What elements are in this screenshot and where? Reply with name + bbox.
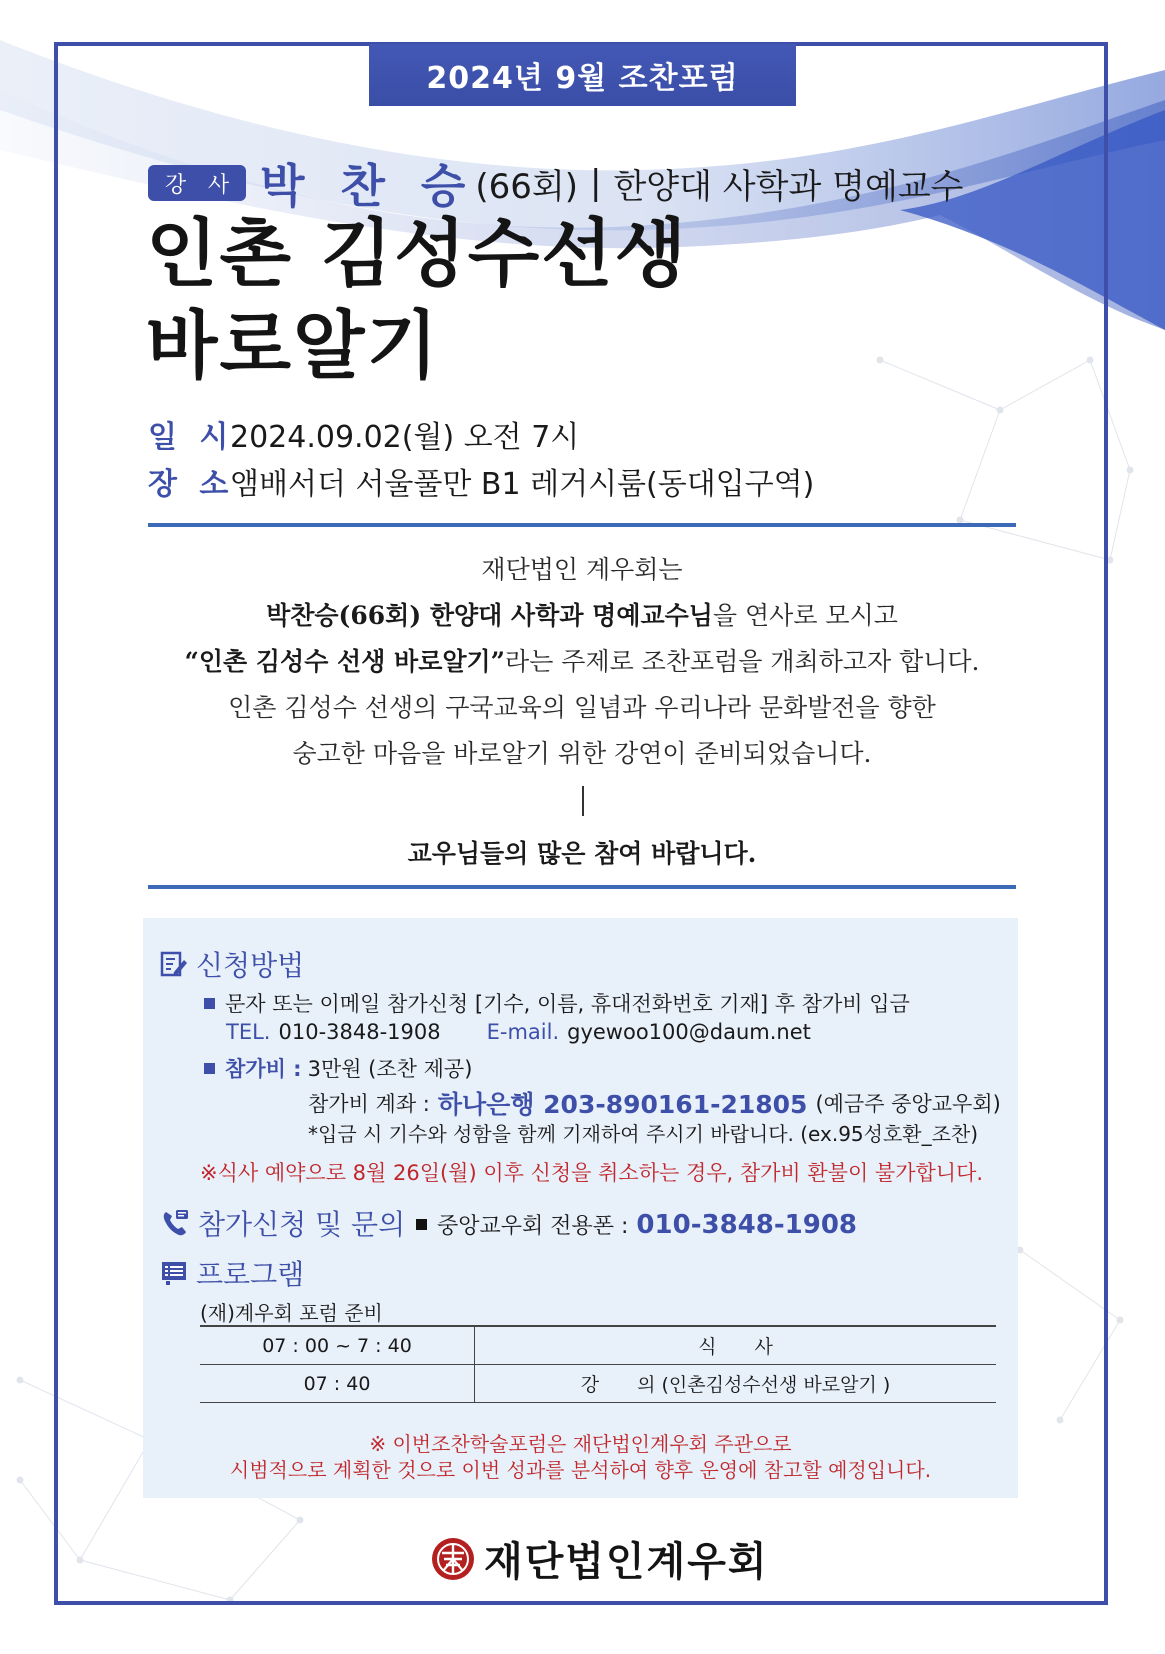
forum-banner-title: 2024년 9월 조찬포럼 bbox=[426, 61, 739, 96]
invitation-line-2-rest: 을 연사로 모시고 bbox=[712, 601, 898, 630]
fee-row bbox=[204, 1053, 472, 1083]
date-value: 2024.09.02(월) 오전 7시 bbox=[230, 420, 580, 455]
program-time: 07 : 00 ~ 7 : 40 bbox=[200, 1326, 475, 1365]
speaker-name: 박 찬 승 bbox=[260, 159, 476, 213]
phone-icon bbox=[160, 1208, 190, 1238]
deposit-note: *입금 시 기수와 성함을 함께 기재하여 주시기 바랍니다. (ex.95성호환_조찬) bbox=[308, 1122, 979, 1146]
refund-note: ※식사 예약으로 8월 26일(월) 이후 신청을 취소하는 경우, 참가비 환불이 불가합니다. bbox=[200, 1161, 984, 1185]
application-method-text: 문자 또는 이메일 참가신청 [기수, 이름, 휴대전화번호 기재] 후 참가비 입금 bbox=[225, 992, 910, 1016]
invitation-line-1: 재단법인 계우회는 bbox=[481, 555, 683, 584]
program-table bbox=[200, 1325, 996, 1403]
program-item: 식 사 bbox=[475, 1326, 997, 1365]
speaker-title: 한양대 사학과 명예교수 bbox=[613, 166, 964, 207]
email-label: E-mail. bbox=[486, 1020, 560, 1044]
tel-label: TEL. bbox=[226, 1020, 271, 1044]
account-value: 하나은행 203-890161-21805 bbox=[437, 1090, 808, 1119]
account-label: 참가비 계좌 : bbox=[308, 1092, 430, 1116]
contact-info-row bbox=[226, 1020, 811, 1044]
invitation-line-2 bbox=[148, 596, 1016, 632]
bullet-icon bbox=[416, 1219, 427, 1230]
program-heading-label: 프로그램 bbox=[196, 1258, 305, 1291]
speaker-line bbox=[148, 150, 964, 216]
contact-heading-label: 참가신청 및 문의 bbox=[198, 1208, 406, 1241]
contact-heading bbox=[160, 1203, 405, 1243]
place-value: 앰배서더 서울풀만 B1 레거시룸(동대입구역) bbox=[230, 467, 815, 502]
invitation-line-4: 인촌 김성수 선생의 구국교육의 일념과 우리나라 문화발전을 향한 bbox=[228, 693, 936, 722]
form-icon bbox=[160, 950, 188, 978]
email-value: gyewoo100@daum.net bbox=[567, 1020, 811, 1044]
invitation-text bbox=[148, 550, 1016, 870]
organization-name: 재단법인계우회 bbox=[484, 1538, 769, 1585]
invitation-divider bbox=[582, 786, 584, 816]
speaker-tag bbox=[148, 165, 246, 201]
bullet-icon bbox=[204, 998, 215, 1009]
invitation-topic: “인촌 김성수 선생 바로알기” bbox=[184, 647, 506, 676]
invitation-line-3-rest: 라는 주제로 조찬포럼을 개최하고자 합니다. bbox=[505, 647, 980, 676]
divider-top bbox=[148, 523, 1016, 527]
speaker-tag-char-2: 사 bbox=[207, 172, 230, 198]
speaker-separator: | bbox=[589, 163, 602, 203]
speaker-class-year: (66회) bbox=[475, 166, 578, 207]
program-time: 07 : 40 bbox=[200, 1365, 475, 1403]
invitation-speaker: 박찬승(66회) 한양대 사학과 명예교수님 bbox=[266, 601, 713, 630]
invitation-closing: 교우님들의 많은 참여 바랍니다. bbox=[407, 839, 757, 868]
org-emblem-icon bbox=[430, 1536, 476, 1582]
bullet-icon bbox=[204, 1063, 215, 1074]
application-heading bbox=[160, 944, 304, 984]
page-title-line-1: 인촌 김성수선생 bbox=[146, 211, 689, 297]
forum-banner bbox=[369, 44, 796, 106]
organization-logo bbox=[430, 1530, 768, 1587]
contact-phone: 010-3848-1908 bbox=[636, 1209, 858, 1240]
contact-row bbox=[416, 1209, 857, 1240]
table-row bbox=[200, 1326, 996, 1365]
application-method bbox=[204, 988, 910, 1018]
divider-bottom bbox=[148, 885, 1016, 889]
program-item: 강 의 (인촌김성수선생 바로알기 ) bbox=[475, 1365, 997, 1403]
fee-label: 참가비 : bbox=[225, 1057, 302, 1081]
table-row bbox=[200, 1365, 996, 1403]
page-title-line-2: 바로알기 bbox=[146, 303, 440, 389]
date-label: 일 시 bbox=[148, 420, 235, 455]
speaker-tag-char-1: 강 bbox=[164, 172, 187, 198]
program-prep: (재)계우회 포럼 준비 bbox=[200, 1301, 383, 1325]
place-row bbox=[148, 459, 814, 503]
application-heading-label: 신청방법 bbox=[196, 949, 305, 982]
program-heading bbox=[160, 1253, 304, 1293]
program-note-line-2: 시범적으로 계획한 것으로 이번 성과를 분석하여 향후 운영에 참고할 예정입니다. bbox=[229, 1458, 932, 1482]
date-row bbox=[148, 412, 579, 456]
invitation-line-3 bbox=[148, 642, 1016, 678]
account-row bbox=[308, 1085, 1001, 1121]
page-title bbox=[146, 208, 688, 392]
fee-value: 3만원 (조찬 제공) bbox=[307, 1057, 473, 1081]
program-note-line-1: ※ 이번조찬학술포럼은 재단법인계우회 주관으로 bbox=[369, 1432, 792, 1456]
invitation-line-5: 숭고한 마음을 바로알기 위한 강연이 준비되었습니다. bbox=[292, 739, 872, 768]
list-icon bbox=[160, 1259, 188, 1287]
account-holder: (예금주 중앙교우회) bbox=[815, 1092, 1001, 1116]
tel-value: 010-3848-1908 bbox=[278, 1020, 441, 1044]
place-label: 장 소 bbox=[148, 467, 235, 502]
contact-label: 중앙교우회 전용폰 : bbox=[437, 1214, 629, 1239]
